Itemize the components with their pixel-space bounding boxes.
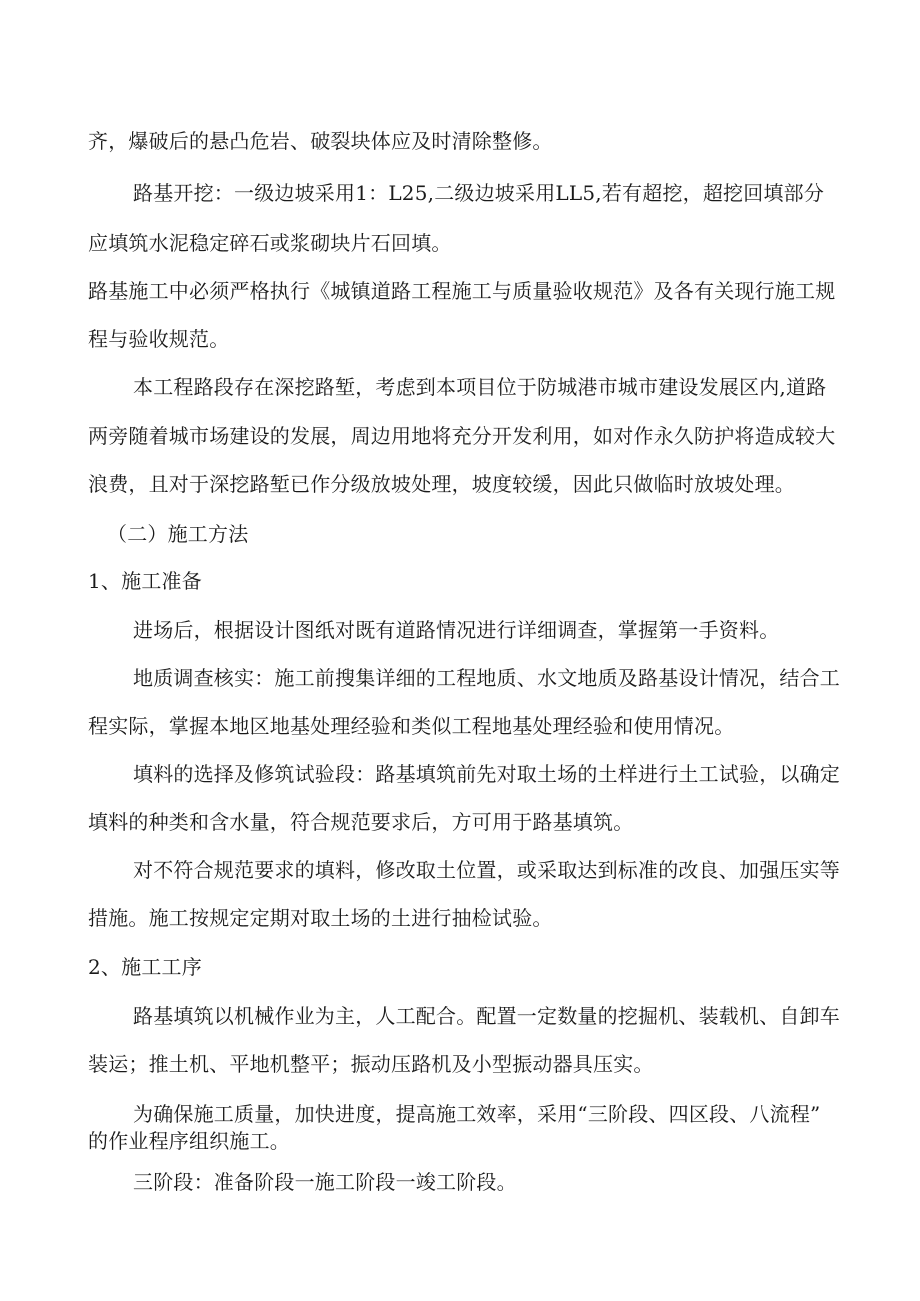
section-heading: （二）施工方法 xyxy=(107,522,249,546)
text-line-1: 齐，爆破后的悬凸危岩、破裂块体应及时清除整修。 xyxy=(88,129,553,153)
text-line-11: 进场后，根据设计图纸对既有道路情况进行详细调查，掌握第一手资料。 xyxy=(133,618,780,642)
text-line-4: 路基施工中必须严格执行《城镇道路工程施工与质量验收规范》及各有关现行施工规 xyxy=(88,279,836,303)
subsection-heading-2: 2、施工工序 xyxy=(88,955,202,979)
text-line-7: 两旁随着城市场建设的发展，周边用地将充分开发利用，如对作永久防护将造成较大 xyxy=(88,424,836,448)
text-line-19: 路基填筑以机械作业为主，人工配合。配置一定数量的挖掘机、装载机、自卸车 xyxy=(133,1004,840,1028)
text-line-20: 装运；推土机、平地机整平；振动压路机及小型振动器具压实。 xyxy=(88,1052,654,1076)
text-line-17: 措施。施工按规定定期对取土场的土进行抽检试验。 xyxy=(88,906,553,930)
text-line-15: 填料的种类和含水量，符合规范要求后，方可用于路基填筑。 xyxy=(88,810,634,834)
text-line-3: 应填筑水泥稳定碎石或浆砌块片石回填。 xyxy=(88,231,452,255)
text-line-5: 程与验收规范。 xyxy=(88,327,230,351)
subsection-heading-1: 1、施工准备 xyxy=(88,569,202,593)
text-line-21: 为确保施工质量，加快进度，提高施工效率，采用“三阶段、四区段、八流程” xyxy=(133,1102,821,1126)
text-line-6: 本工程路段存在深挖路堑，考虑到本项目位于防城港市城市建设发展区内,道路 xyxy=(133,375,827,399)
text-line-12: 地质调查核实：施工前搜集详细的工程地质、水文地质及路基设计情况，结合工 xyxy=(133,666,840,690)
text-line-13: 程实际，掌握本地区地基处理经验和类似工程地基处理经验和使用情况。 xyxy=(88,714,735,738)
text-line-2: 路基开挖：一级边坡采用1：L25,二级边坡采用LL5,若有超挖，超挖回填部分 xyxy=(133,181,825,205)
text-line-8: 浪费，且对于深挖路堑已作分级放坡处理，坡度较缓，因此只做临时放坡处理。 xyxy=(88,472,795,496)
text-line-23: 三阶段：准备阶段一施工阶段一竣工阶段。 xyxy=(133,1170,517,1194)
text-line-14: 填料的选择及修筑试验段：路基填筑前先对取土场的土样进行土工试验，以确定 xyxy=(133,762,840,786)
text-line-22: 的作业程序组织施工。 xyxy=(88,1129,290,1153)
text-line-16: 对不符合规范要求的填料，修改取土位置，或采取达到标准的改良、加强压实等 xyxy=(133,858,840,882)
